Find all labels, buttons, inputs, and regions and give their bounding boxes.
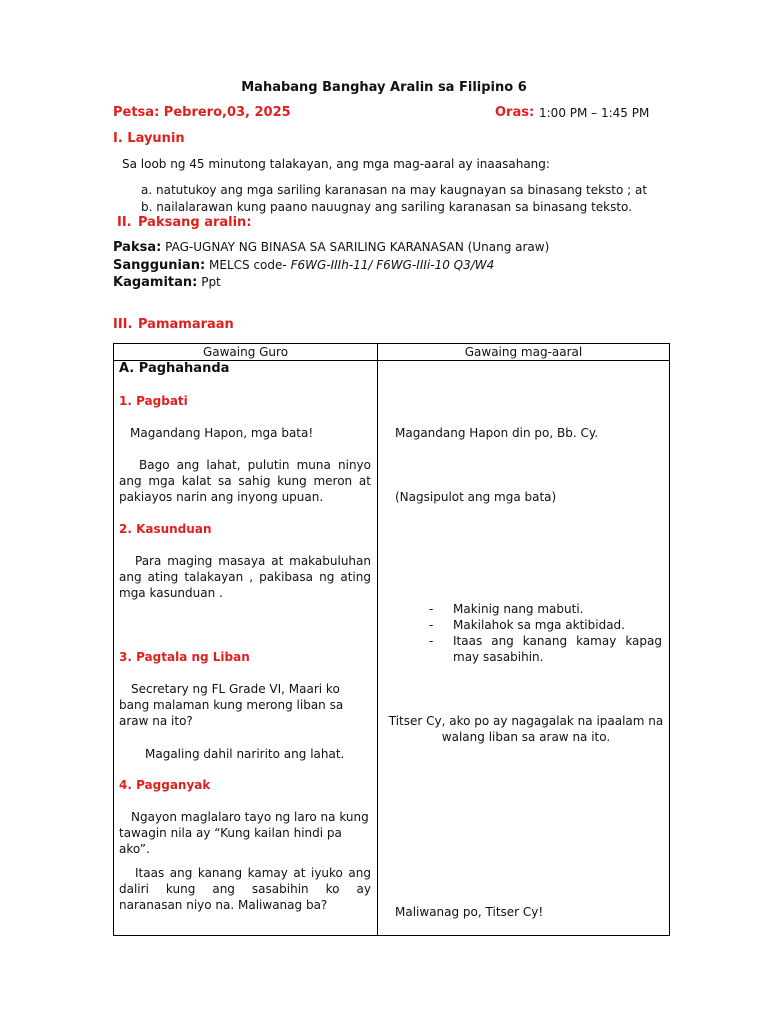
bago-text: Bago ang lahat, pulutin muna ninyo ang mga kalat sa sahig kung meron at pakiayos narin ang inyong upuan. — [119, 458, 371, 504]
bullet-2: - — [429, 618, 434, 632]
sanggunian-code: F6WG-IIIh-11/ F6WG-IIIi-10 Q3/W4 — [290, 258, 495, 272]
itaas-text: Itaas ang kanang kamay at iyuko ang daliri kung ang sasabihin ko ay naranasan niyo na. Maliwanag ba? — [119, 866, 371, 912]
kagamitan-line — [113, 275, 221, 290]
bullet-1: - — [429, 602, 434, 616]
paksa-label: Paksa: — [113, 240, 162, 255]
column-header-guro: Gawaing Guro — [114, 344, 378, 361]
mag-aaral-cell — [378, 361, 670, 936]
table-header-row — [114, 344, 670, 361]
time-label: Oras: — [495, 105, 535, 120]
layunin-item-a: a. natutukoy ang mga sariling karanasan na may kaugnayan sa binasang teksto ; at — [141, 183, 648, 197]
kasunduan-item-3: Itaas ang kanang kamay kapag may sasabihin. — [453, 634, 662, 664]
paghahanda-heading: A. Paghahanda — [119, 361, 230, 376]
table-body-row — [114, 361, 670, 936]
nagsipulot-text: (Nagsipulot ang mga bata) — [395, 490, 557, 504]
layunin-item-b: b. nailalarawan kung paano nauugnay ang sariling karanasan sa binasang teksto. — [141, 200, 633, 214]
pagbati-text: Magandang Hapon, mga bata! — [130, 426, 314, 440]
magaling-text: Magaling dahil naririto ang lahat. — [145, 747, 345, 761]
paksa-value: PAG-UGNAY NG BINASA SA SARILING KARANASAN (Unang araw) — [165, 240, 550, 254]
guro-cell — [114, 361, 378, 936]
paksa-line — [113, 240, 549, 255]
sanggunian-line — [113, 258, 494, 273]
kagamitan-label: Kagamitan: — [113, 275, 198, 290]
bullet-3: - — [429, 634, 434, 648]
pagganyak-text: Ngayon maglalaro tayo ng laro na kung tawagin nila ay “Kung kailan hindi pa ako”. — [119, 810, 369, 856]
paksang-aralin-heading: Paksang aralin: — [138, 215, 252, 230]
layunin-heading: I. Layunin — [113, 131, 185, 146]
sagot-maliwanag: Maliwanag po, Titser Cy! — [395, 905, 544, 919]
sagot-liban: Titser Cy, ako po ay nagagalak na ipaalam na walang liban sa araw na ito. — [388, 714, 664, 744]
pagganyak-heading: 4. Pagganyak — [119, 778, 211, 792]
pagtala-text: Secretary ng FL Grade VI, Maari ko bang malaman kung merong liban sa araw na ito? — [119, 682, 344, 728]
kasunduan-item-1: Makinig nang mabuti. — [453, 602, 584, 616]
procedure-table — [113, 343, 670, 936]
pamamaraan-number: III. — [113, 317, 133, 332]
pagtala-heading: 3. Pagtala ng Liban — [119, 650, 250, 664]
kasunduan-item-2: Makilahok sa mga aktibidad. — [453, 618, 625, 632]
time-value: 1:00 PM – 1:45 PM — [539, 106, 650, 120]
pagbati-heading: 1. Pagbati — [119, 394, 188, 408]
kasunduan-heading: 2. Kasunduan — [119, 522, 212, 536]
page-title: Mahabang Banghay Aralin sa Filipino 6 — [241, 80, 527, 95]
kagamitan-value: Ppt — [201, 275, 221, 289]
pamamaraan-heading: Pamamaraan — [138, 317, 234, 332]
kasunduan-text: Para maging masaya at makabuluhan ang ating talakayan , pakibasa ng ating mga kasunduan . — [119, 554, 371, 600]
column-header-mag-aaral: Gawaing mag-aaral — [378, 344, 670, 361]
sanggunian-label: Sanggunian: — [113, 258, 206, 273]
sanggunian-prefix: MELCS code- — [209, 258, 287, 272]
paksang-aralin-number: II. — [117, 215, 132, 230]
layunin-intro: Sa loob ng 45 minutong talakayan, ang mga mag-aaral ay inaasahang: — [122, 157, 550, 171]
sagot-bati: Magandang Hapon din po, Bb. Cy. — [395, 426, 599, 440]
date-label: Petsa: Pebrero,03, 2025 — [113, 105, 291, 120]
